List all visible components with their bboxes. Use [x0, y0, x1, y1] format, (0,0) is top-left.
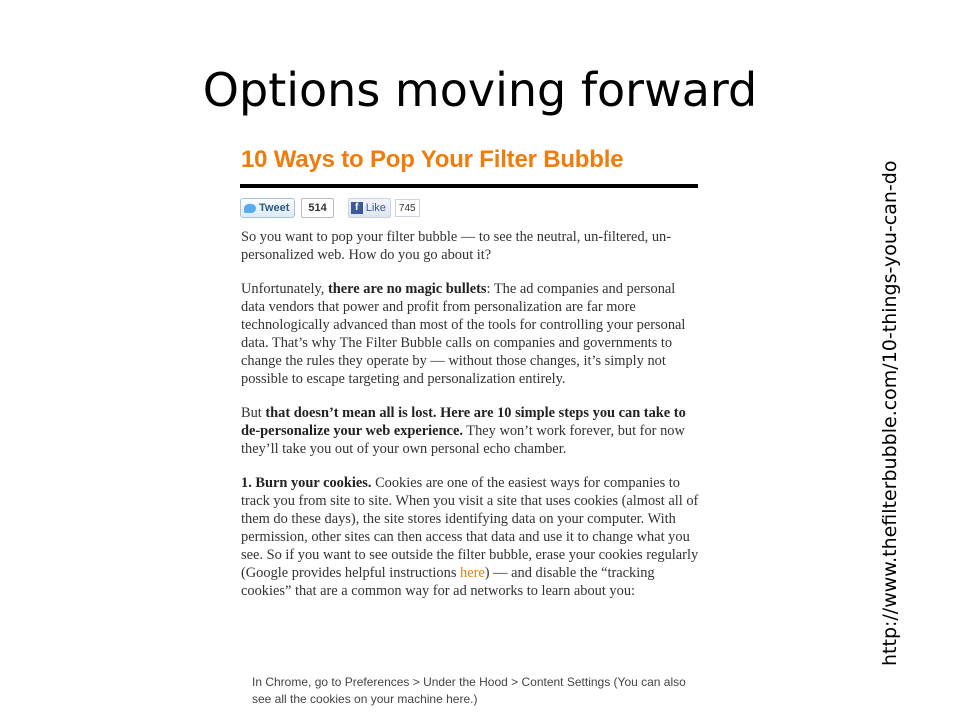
paragraph-not-lost: But that doesn’t mean all is lost. Here are 10 simple steps you can take to de-personalize your web experience. They won’t work forever, but for now they’ll take you out of your own personal echo chamber.: [241, 405, 686, 457]
tweet-button[interactable]: [240, 198, 334, 218]
like-button[interactable]: [348, 198, 420, 218]
like-count: 745: [395, 199, 420, 217]
tweet-button-face[interactable]: [240, 198, 295, 218]
article-screenshot: [232, 140, 702, 706]
tweet-label: Tweet: [259, 202, 290, 214]
article-body: [241, 228, 701, 616]
title-divider: [240, 184, 698, 188]
paragraph-burn-cookies: 1. Burn your cookies. Cookies are one of the easiest ways for companies to track you from site to site. When you visit a site that uses cookies (almost all of them do these days), the site stores identifying data on your computer. With permission, other sites can then access that data and use it to change what you see. So if you want to see outside the filter bubble, erase your cookies regularly (Google provides helpful instructions here) — and disable the “tracking cookies” that are a common way for ad networks to learn about you:: [241, 475, 699, 599]
like-button-face[interactable]: [348, 198, 391, 218]
facebook-icon: f: [351, 202, 363, 214]
step-heading: 1. Burn your cookies.: [241, 475, 372, 491]
instructions-link[interactable]: here: [460, 565, 485, 581]
social-bar: [240, 198, 420, 218]
slide-title: Options moving forward: [202, 63, 758, 117]
article-title: 10 Ways to Pop Your Filter Bubble: [241, 146, 624, 173]
chrome-instructions-note: In Chrome, go to Preferences > Under the Hood > Content Settings (You can also see all the cookies on your machine here.): [252, 675, 686, 706]
like-label: Like: [365, 202, 386, 214]
paragraph-intro: So you want to pop your filter bubble — to see the neutral, un-filtered, un-personalized web. How do you go about it?: [241, 229, 672, 263]
tweet-count: 514: [301, 198, 333, 218]
paragraph-no-magic-bullets: Unfortunately, there are no magic bullets: The ad companies and personal data vendors that power and profit from personalization are far more technologically advanced than most of the tools for controlling your personal data. That’s why The Filter Bubble calls on companies and governments to change the rules they operate by — without those changes, it’s simply not possible to escape targeting and personalization entirely.: [241, 281, 686, 387]
twitter-bird-icon: [244, 204, 256, 213]
source-url[interactable]: http://www.thefilterbubble.com/10-things-you-can-do: [879, 160, 901, 666]
